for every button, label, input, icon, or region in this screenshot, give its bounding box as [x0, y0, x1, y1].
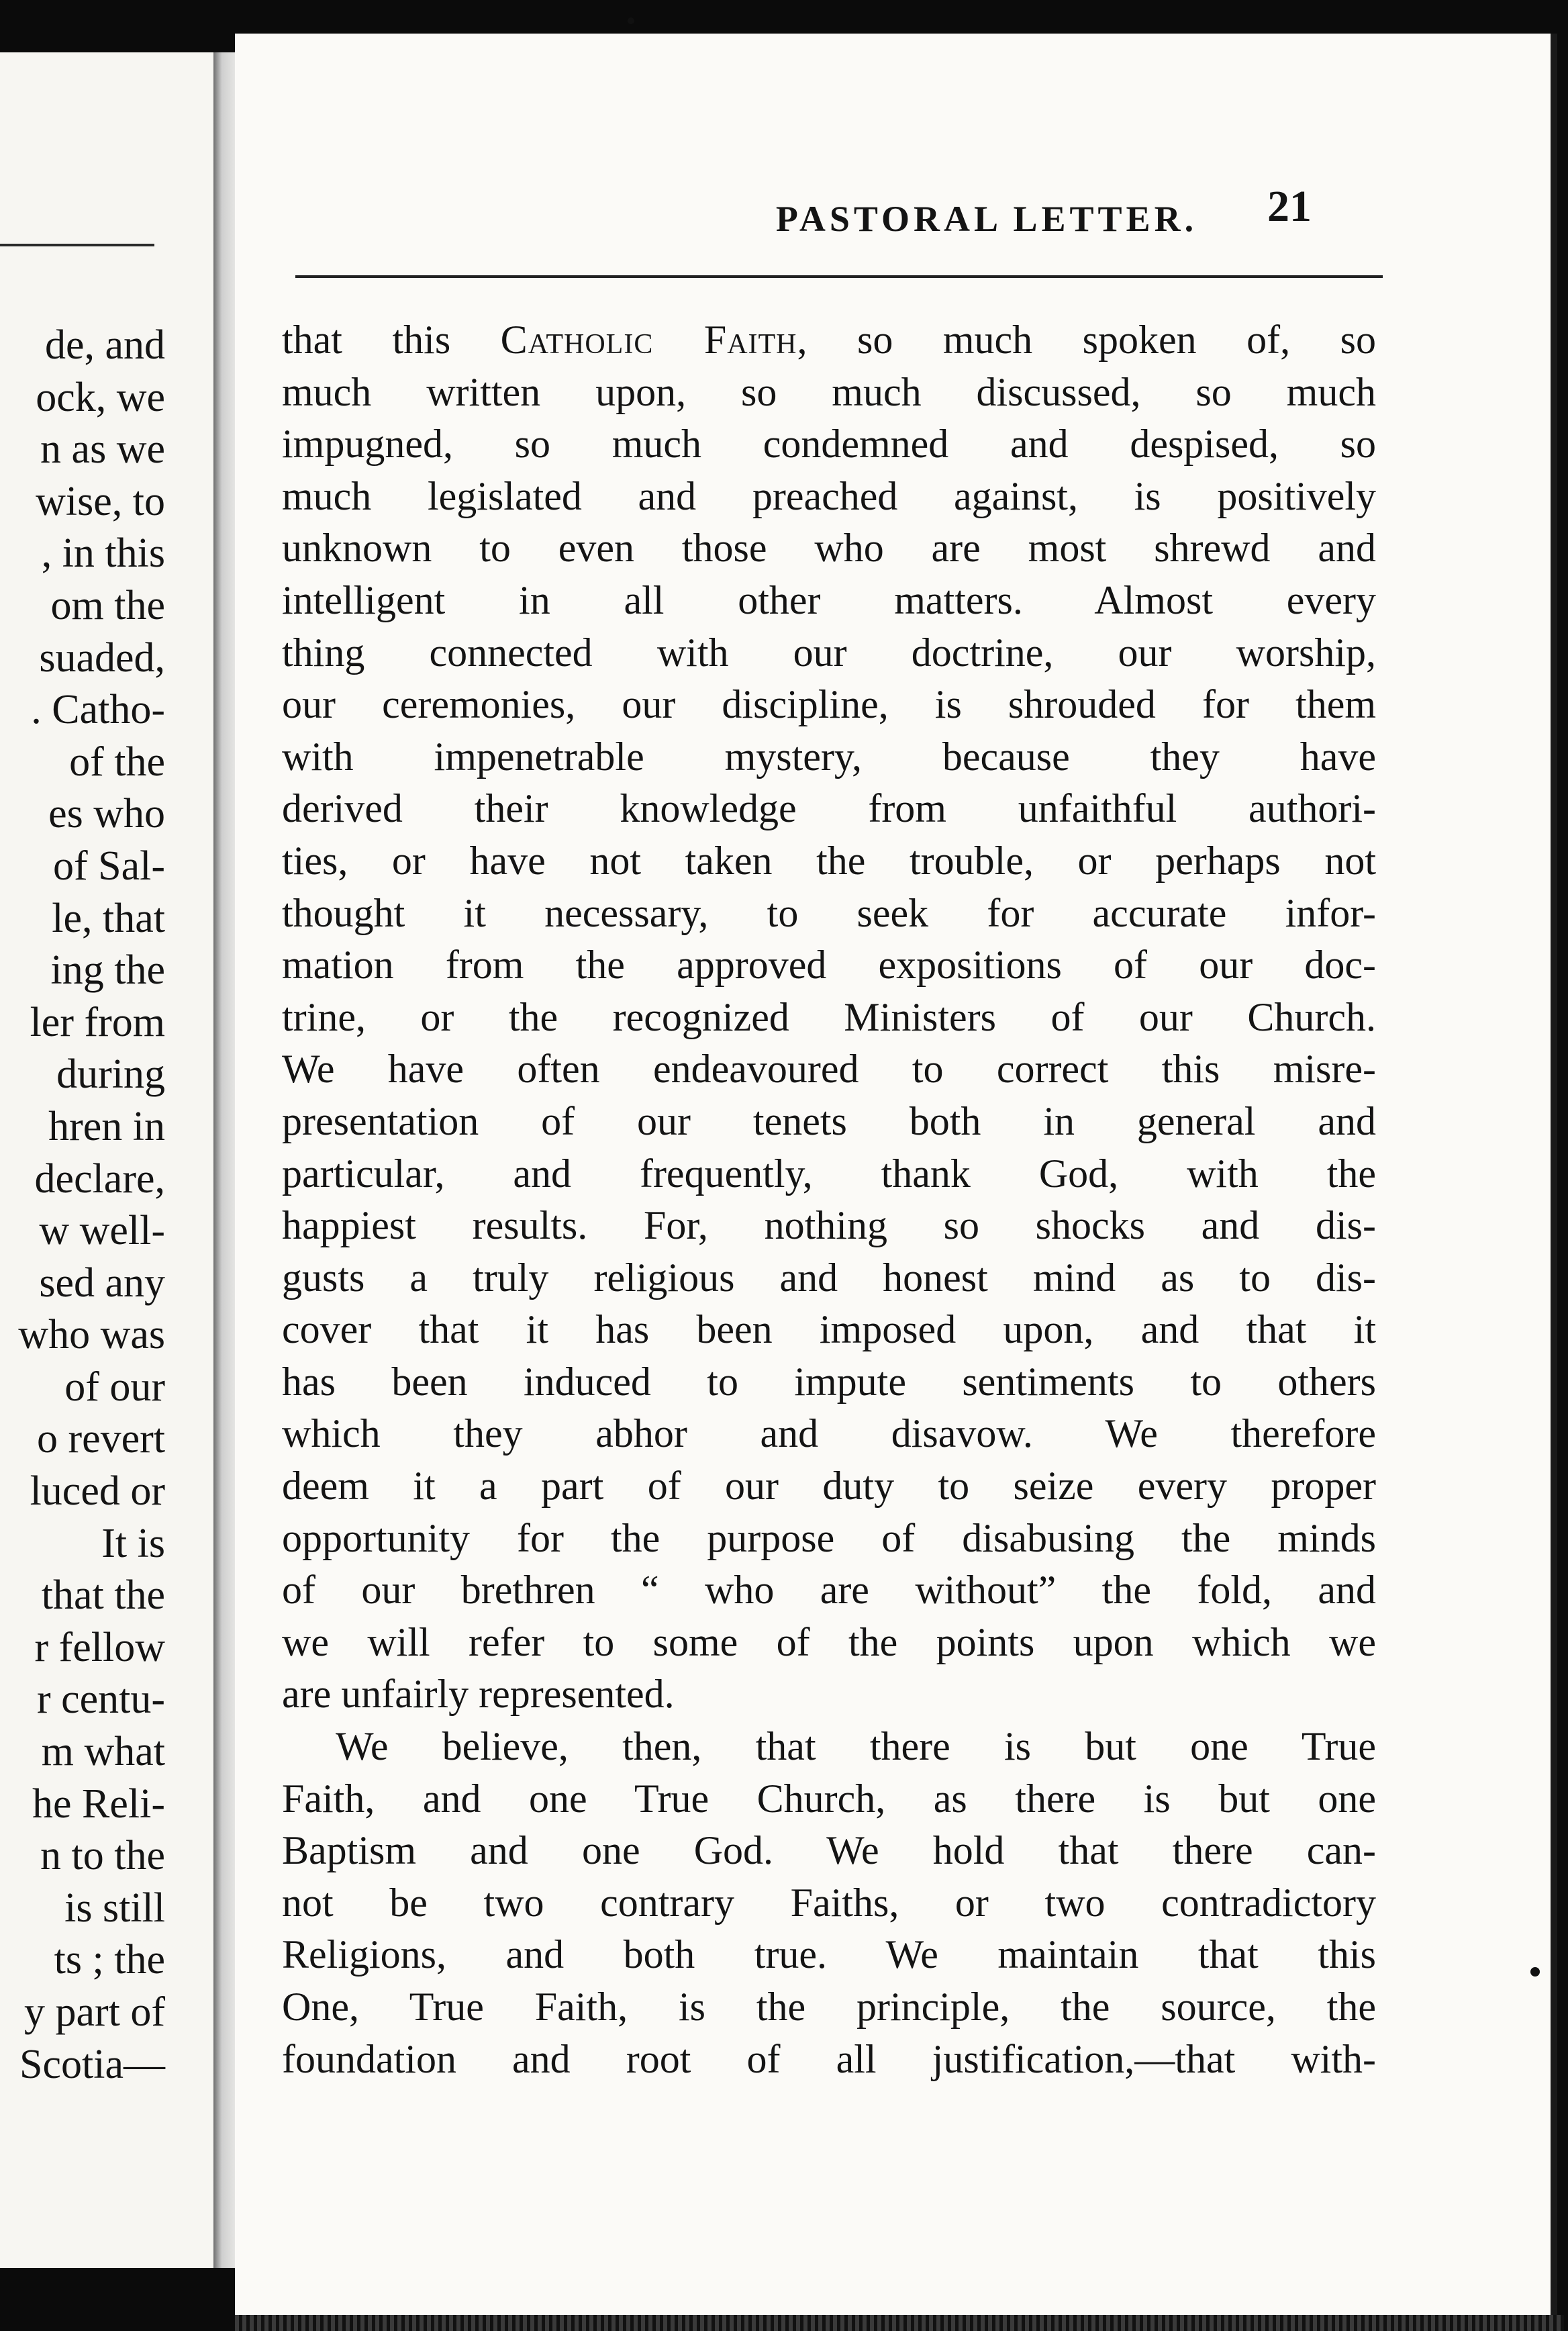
text-line: of our brethren “ who are without” the fold, and — [282, 1568, 1376, 1613]
header-rule — [295, 275, 1383, 278]
facing-line: It is — [101, 1520, 165, 1566]
text-line: We have often endeavoured to correct this misre- — [282, 1047, 1376, 1092]
text-line: which they abhor and disavow. We therefore — [282, 1411, 1376, 1456]
facing-line: es who — [48, 791, 165, 837]
facing-page-rule — [0, 244, 154, 246]
text-line: thought it necessary, to seek for accurate infor- — [282, 890, 1376, 935]
body-text — [282, 314, 1376, 2085]
facing-line: r centu- — [36, 1676, 165, 1723]
text-line: unknown to even those who are most shrewd and — [282, 526, 1376, 571]
facing-line: ler from — [30, 999, 165, 1045]
text-line: mation from the approved expositions of our doc- — [282, 943, 1376, 988]
text-line: opportunity for the purpose of disabusing the minds — [282, 1515, 1376, 1560]
text-line: trine, or the recognized Ministers of our Church. — [282, 994, 1376, 1039]
facing-line: that the — [41, 1572, 165, 1619]
text-line: much legislated and preached against, is positively — [282, 473, 1376, 518]
facing-line: of Sal- — [52, 843, 165, 889]
running-head: PASTORAL LETTER. — [775, 199, 1198, 239]
page-number: 21 — [1267, 182, 1312, 231]
ink-speck — [1530, 1967, 1540, 1977]
text-line: our ceremonies, our discipline, is shrouded for them — [282, 682, 1376, 727]
facing-line: w well- — [39, 1208, 165, 1254]
facing-line: le, that — [52, 895, 165, 941]
facing-line: m what — [41, 1729, 165, 1775]
facing-line: suaded, — [39, 634, 165, 681]
book-gutter — [213, 52, 238, 2268]
facing-line: n as we — [40, 426, 165, 473]
facing-line: ock, we — [36, 374, 165, 420]
text-line: intelligent in all other matters. Almost every — [282, 577, 1376, 622]
facing-line: r fellow — [34, 1624, 165, 1670]
facing-line: , in this — [41, 530, 165, 577]
text-line: particular, and frequently, thank God, with the — [282, 1151, 1376, 1196]
text-line: thing connected with our doctrine, our worship, — [282, 630, 1376, 675]
facing-page-text — [0, 320, 165, 2091]
facing-line: n to the — [40, 1833, 165, 1879]
facing-line: who was — [18, 1312, 165, 1358]
ink-speck — [628, 17, 634, 24]
facing-page — [0, 52, 217, 2268]
facing-line: de, and — [44, 322, 165, 368]
facing-line: hren in — [48, 1103, 165, 1149]
text-line: with impenetrable mystery, because they have — [282, 734, 1376, 779]
facing-line: sed any — [39, 1259, 165, 1306]
facing-line: o revert — [36, 1416, 165, 1462]
text-line: We believe, then, that there is but one True — [336, 1724, 1376, 1769]
text-line: deem it a part of our duty to seize every proper — [282, 1464, 1376, 1509]
facing-line: . Catho- — [31, 687, 165, 733]
text-line: has been induced to impute sentiments to others — [282, 1359, 1376, 1404]
facing-line: luced or — [30, 1468, 165, 1515]
facing-line: declare, — [34, 1155, 165, 1202]
text-line: foundation and root of all justification,—that with- — [282, 2036, 1376, 2081]
facing-line: Scotia— — [19, 2041, 165, 2087]
text-line: presentation of our tenets both in general and — [282, 1098, 1376, 1143]
text-line: Faith, and one True Church, as there is but one — [282, 1776, 1376, 1821]
text-line: impugned, so much condemned and despised, so — [282, 422, 1376, 467]
facing-line: ing the — [50, 947, 165, 994]
text-line: Religions, and both true. We maintain that this — [282, 1932, 1376, 1977]
text-line: much written upon, so much discussed, so much — [282, 369, 1376, 414]
text-line: ties, or have not taken the trouble, or perhaps not — [282, 838, 1376, 883]
facing-line: y part of — [23, 1989, 165, 2035]
text-line: happiest results. For, nothing so shocks and dis- — [282, 1203, 1376, 1248]
facing-line: of the — [69, 739, 165, 785]
facing-line: om the — [50, 582, 165, 628]
facing-line: during — [56, 1051, 165, 1098]
facing-line: of our — [64, 1364, 165, 1410]
facing-line: is still — [64, 1885, 165, 1931]
text-line: cover that it has been imposed upon, and that it — [282, 1307, 1376, 1352]
scan-edge-noise — [235, 2315, 1564, 2331]
text-line: are unfairly represented. — [282, 1672, 675, 1717]
text-line: One, True Faith, is the principle, the source, the — [282, 1985, 1376, 2029]
text-line: we will refer to some of the points upon which we — [282, 1619, 1376, 1664]
text-line: not be two contrary Faiths, or two contradictory — [282, 1880, 1376, 1925]
catholic-faith-smallcaps: Catholic Faith — [500, 318, 797, 362]
page — [235, 34, 1557, 2316]
text-line: gusts a truly religious and honest mind as to dis- — [282, 1255, 1376, 1300]
facing-line: wise, to — [36, 478, 165, 524]
facing-line: he Reli- — [32, 1780, 165, 1827]
text-line: that this Catholic Faith, so much spoken of, so — [282, 318, 1376, 362]
text-line: derived their knowledge from unfaithful authori- — [282, 786, 1376, 831]
facing-line: ts ; the — [54, 1937, 165, 1983]
text-line: Baptism and one God. We hold that there can- — [282, 1828, 1376, 1873]
